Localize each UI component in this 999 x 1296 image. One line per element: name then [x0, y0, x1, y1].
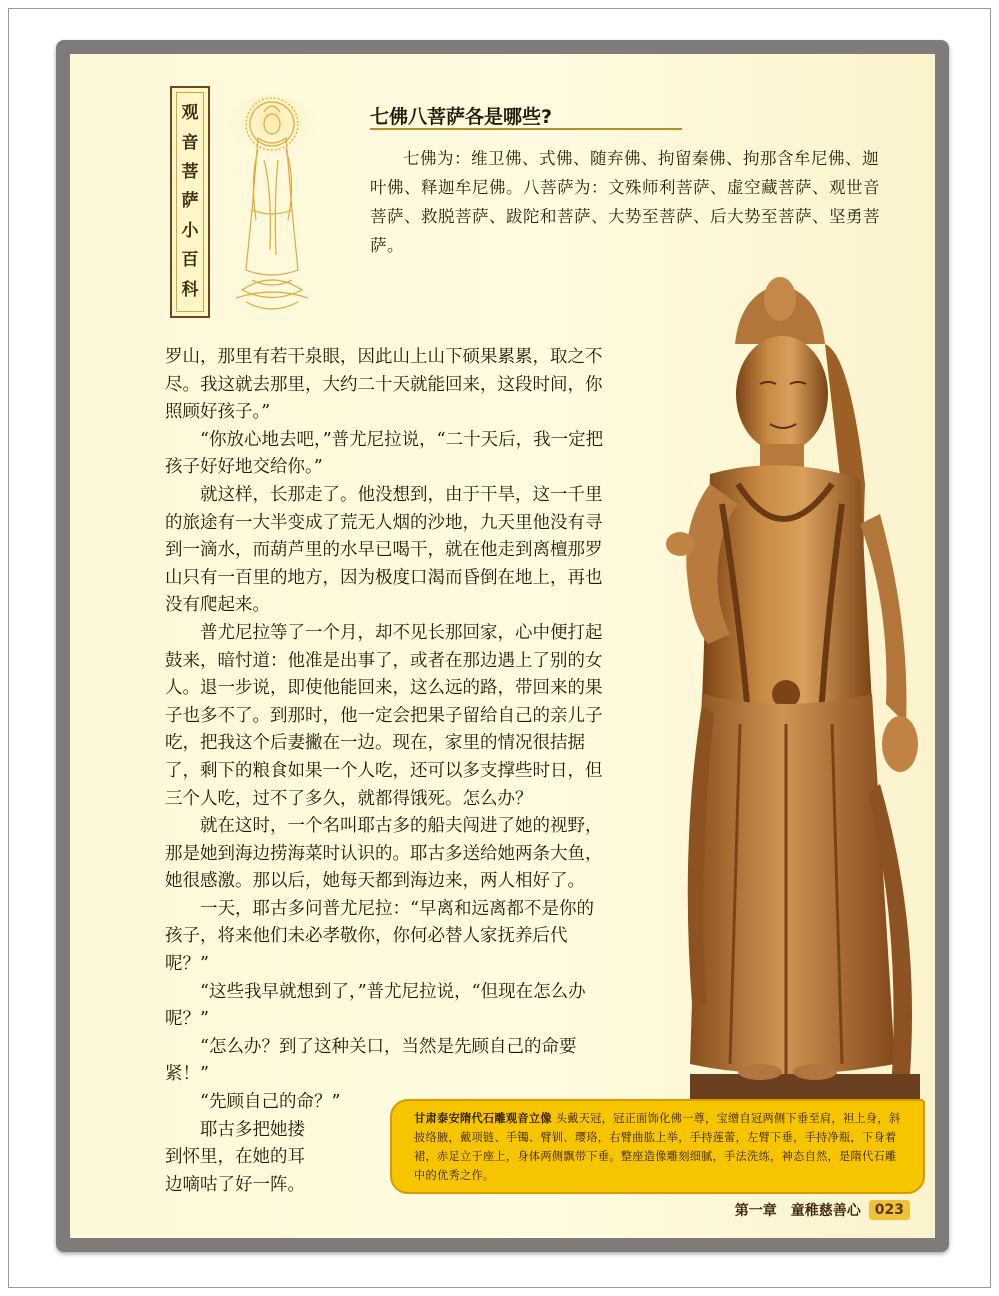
sidebar-char: 科: [181, 279, 199, 300]
page-number: 023: [869, 1200, 910, 1220]
caption-head: 甘肃泰安隋代石雕观音立像: [414, 1112, 552, 1125]
paper: [70, 54, 935, 1238]
sidebar-char: 菩: [181, 162, 199, 183]
story-text: [165, 344, 605, 1199]
caption-body: 头戴天冠，冠正面饰化佛一尊，宝缯自冠两侧下垂至肩，袒上身，斜披络腋，戴项链、手镯、臂钏、璎珞，右臂曲肱上举，手持莲蕾，左臂下垂，手持净瓶，下身着裙，赤足立于座上，身体两侧飘带下垂。整座造像雕刻细腻，手法洗练，神态自然，是隋代石雕中的优秀之作。: [414, 1112, 901, 1182]
sidebar-char: 萨: [181, 191, 199, 212]
story-paragraph: 罗山，那里有若干泉眼，因此山上山下硕果累累，取之不尽。我这就去那里，大约二十天就能回来，这段时间，你照顾好孩子。”: [165, 347, 603, 423]
caption-text: [414, 1109, 907, 1185]
story-paragraph: “怎么办？到了这种关口，当然是先顾自己的命要紧！”: [165, 1036, 577, 1085]
sidebar-char: 观: [181, 103, 199, 124]
guanyin-ornament-illustration: [212, 90, 332, 320]
sidebar-char: 小: [181, 220, 199, 241]
qa-title-underline: [370, 128, 682, 130]
story-paragraph: “你放心地去吧，”普尤尼拉说，“二十天后，我一定把孩子好好地交给你。”: [165, 429, 604, 478]
story-paragraph: 普尤尼拉等了一个月，却不见长那回家，心中便打起鼓来，暗忖道：他准是出事了，或者在那边遇上了别的女人。退一步说，即使他能回来，这么远的路，带回来的果子也多不了。到那时，他一定会把果子留给自己的亲儿子吃，把我这个后妻撇在一边。现在，家里的情况很拮据了，剩下的粮食如果一个人吃，还可以多支撑些时日，但三个人吃，过不了多久，就都得饿死。怎么办？: [165, 622, 603, 809]
story-paragraph: 耶古多把她搂到怀里，在她的耳边嘀咕了好一阵。: [165, 1119, 305, 1195]
book-page: [56, 40, 949, 1252]
qa-title: 七佛八菩萨各是哪些?: [370, 106, 553, 128]
story-paragraph: 就在这时，一个名叫耶古多的船夫闯进了她的视野，那是她到海边捞海菜时认识的。耶古多送给她两条大鱼，她很感激。那以后，她每天都到海边来，两人相好了。: [165, 816, 603, 892]
story-paragraph: “先顾自己的命？”: [200, 1092, 341, 1113]
sidebar-char: 音: [181, 132, 199, 153]
story-paragraph: 就这样，长那走了。他没想到，由于干旱，这一千里的旅途有一大半变成了荒无人烟的沙地，九天里他没有寻到一滴水，而葫芦里的水早已喝干，就在他走到离檀那罗山只有一百里的地方，因为极度口渴而昏倒在地上，再也没有爬起来。: [165, 484, 603, 616]
story-paragraph: 一天，耶古多问普尤尼拉：“早离和远离都不是你的孩子，将来他们未必孝敬你，你何必替人家抚养后代呢？”: [165, 898, 594, 975]
chapter-title: 第一章 童稚慈善心: [734, 1203, 861, 1219]
page-footer: [690, 1198, 910, 1222]
photo-caption: [390, 1099, 925, 1194]
story-paragraph: “这些我早就想到了，”普尤尼拉说，“但现在怎么办呢？”: [165, 981, 586, 1030]
sidebar-title: [176, 92, 204, 312]
sidebar-title-box: [170, 86, 210, 318]
sidebar-char: 百: [181, 250, 199, 271]
qa-body: 七佛为：维卫佛、式佛、随弃佛、拘留秦佛、拘那含牟尼佛、迦叶佛、释迦牟尼佛。八菩萨为：文殊师利菩萨、虚空藏菩萨、观世音菩萨、救脱菩萨、跋陀和菩萨、大势至菩萨、后大势至菩萨、坚勇菩萨。: [370, 149, 880, 255]
guanyin-statue-photo: [610, 224, 935, 1114]
